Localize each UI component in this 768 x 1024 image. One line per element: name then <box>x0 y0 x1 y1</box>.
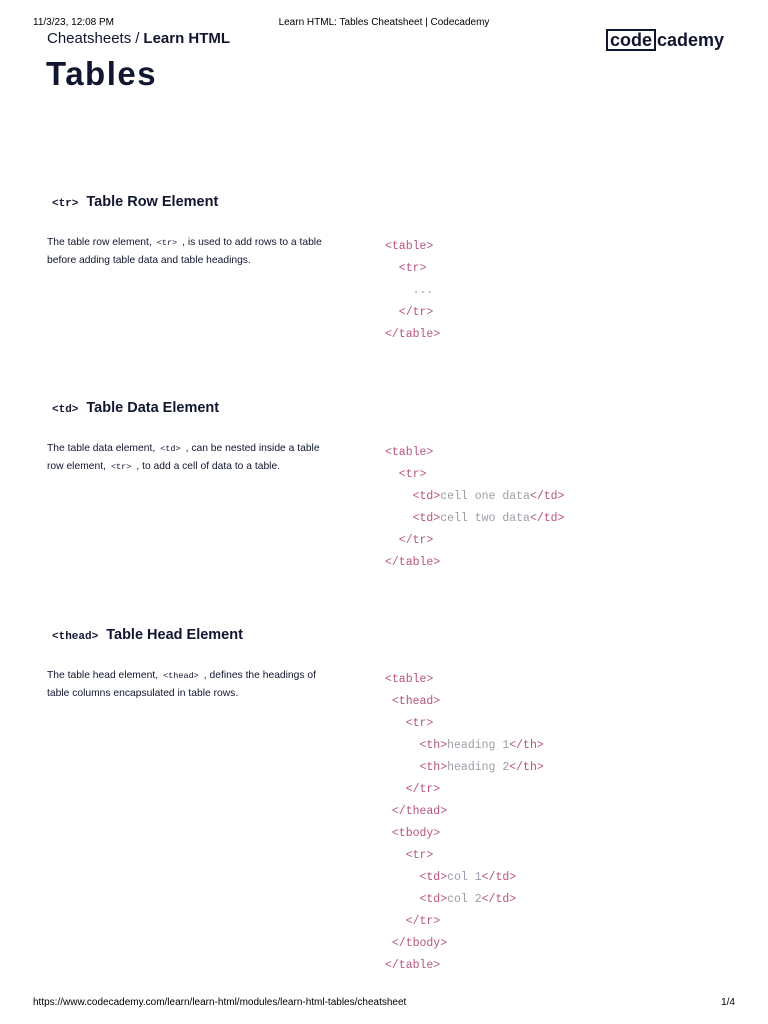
breadcrumb-learn-html-link[interactable]: Learn HTML <box>143 30 231 47</box>
code-line <box>385 464 564 486</box>
section-title <box>52 627 243 643</box>
desc-text: , defines the headings of table columns encapsulated in table rows. <box>47 670 316 699</box>
code-line <box>385 486 564 508</box>
section-title <box>52 194 218 210</box>
inline-code: <td> <box>160 444 181 454</box>
breadcrumb <box>47 30 230 47</box>
section-tag: <tr> <box>52 198 79 210</box>
code-line <box>385 779 544 801</box>
code-tag: </tr> <box>385 534 434 547</box>
code-tag: <th> <box>385 739 448 752</box>
code-tag: </table> <box>385 556 441 569</box>
logo-box-text: code <box>606 29 656 51</box>
page-title: Tables <box>46 55 158 92</box>
code-line <box>385 508 564 530</box>
breadcrumb-separator: / <box>135 30 140 47</box>
code-tag: </td> <box>529 490 565 503</box>
desc-text: The table row element, <box>47 237 152 248</box>
code-tag: <tr> <box>385 468 427 481</box>
code-line <box>385 911 544 933</box>
logo-rest-text: cademy <box>657 30 725 50</box>
code-line <box>385 713 544 735</box>
code-line <box>385 889 544 911</box>
section-title <box>52 400 219 416</box>
section-description <box>47 234 337 270</box>
code-text: col 2 <box>447 893 482 906</box>
code-text: col 1 <box>447 871 482 884</box>
code-block <box>385 442 564 574</box>
code-line <box>385 691 544 713</box>
code-line <box>385 442 564 464</box>
code-line <box>385 823 544 845</box>
code-tag: </thead> <box>385 805 448 818</box>
section-description <box>47 667 337 703</box>
code-tag: <td> <box>385 490 441 503</box>
print-page-title: Learn HTML: Tables Cheatsheet | Codecademy <box>278 17 490 28</box>
code-tag: <table> <box>385 240 434 253</box>
code-line <box>385 867 544 889</box>
code-tag: </td> <box>529 512 565 525</box>
print-date: 11/3/23, 12:08 PM <box>33 17 114 28</box>
section-heading: Table Data Element <box>86 400 220 416</box>
code-text: cell two data <box>440 512 530 525</box>
code-tag: <tr> <box>385 717 434 730</box>
code-line <box>385 530 564 552</box>
breadcrumb-cheatsheets-link[interactable]: Cheatsheets <box>47 30 132 47</box>
codecademy-logo[interactable] <box>606 29 724 51</box>
code-tag: </td> <box>481 871 517 884</box>
code-line <box>385 236 440 258</box>
code-tag: <th> <box>385 761 448 774</box>
code-tag: </table> <box>385 328 441 341</box>
code-line <box>385 302 440 324</box>
code-line <box>385 669 544 691</box>
code-tag: </tr> <box>385 306 434 319</box>
desc-text: The table data element, <box>47 443 156 454</box>
code-tag: </th> <box>509 761 544 774</box>
print-url: https://www.codecademy.com/learn/learn-html/modules/learn-html-tables/cheatsheet <box>33 997 407 1008</box>
code-tag: </td> <box>481 893 517 906</box>
print-page-number: 1/4 <box>721 997 735 1008</box>
desc-text: , to add a cell of data to a table. <box>136 461 281 472</box>
section-description <box>47 440 337 476</box>
code-line <box>385 933 544 955</box>
desc-text: , can be nested inside a table row element, <box>47 443 320 472</box>
code-tag: <tr> <box>385 262 427 275</box>
inline-code: <tr> <box>156 238 178 248</box>
section-tag: <thead> <box>52 631 99 643</box>
section-heading: Table Head Element <box>106 627 243 643</box>
code-line <box>385 735 544 757</box>
section-tag: <td> <box>52 404 79 416</box>
code-tag: </table> <box>385 959 441 972</box>
code-block <box>385 236 440 346</box>
code-tag: <tbody> <box>385 827 441 840</box>
code-text: cell one data <box>440 490 530 503</box>
code-line <box>385 801 544 823</box>
code-line <box>385 324 440 346</box>
code-block <box>385 669 544 977</box>
code-tag: <td> <box>385 512 441 525</box>
code-tag: <table> <box>385 446 434 459</box>
inline-code: <thead> <box>163 671 199 681</box>
code-tag: <thead> <box>385 695 441 708</box>
code-line <box>385 552 564 574</box>
inline-code: <tr> <box>110 462 132 472</box>
code-tag: </tr> <box>385 915 441 928</box>
code-tag: <td> <box>385 871 448 884</box>
code-text: heading 1 <box>447 739 510 752</box>
code-tag: <td> <box>385 893 448 906</box>
print-footer <box>33 997 735 1011</box>
code-line <box>385 280 440 302</box>
desc-text: The table head element, <box>47 670 159 681</box>
code-line <box>385 845 544 867</box>
code-tag: </th> <box>509 739 544 752</box>
code-tag: </tr> <box>385 783 441 796</box>
code-tag: <table> <box>385 673 434 686</box>
code-tag: </tbody> <box>385 937 448 950</box>
desc-text: , is used to add rows to a table before adding table data and table headings. <box>47 237 322 266</box>
code-line <box>385 757 544 779</box>
code-text: ... <box>385 284 434 297</box>
code-line <box>385 955 544 977</box>
code-text: heading 2 <box>447 761 510 774</box>
code-tag: <tr> <box>385 849 434 862</box>
code-line <box>385 258 440 280</box>
section-heading: Table Row Element <box>86 194 219 210</box>
